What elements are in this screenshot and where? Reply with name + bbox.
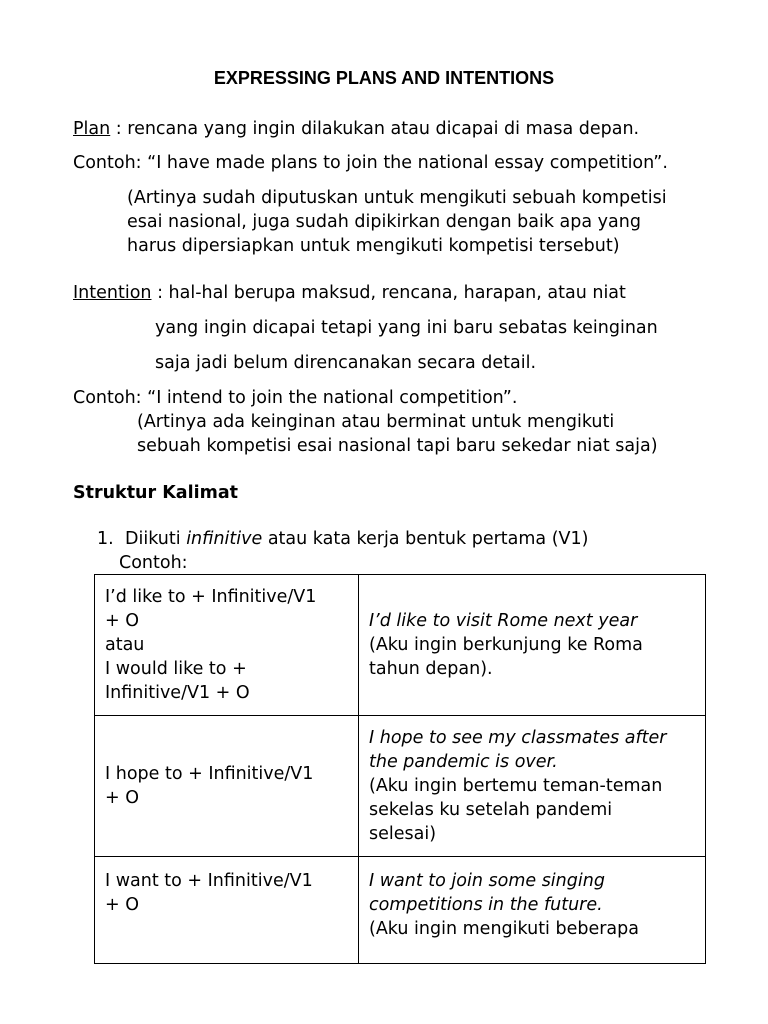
example-cell (359, 716, 706, 857)
example-translation: (Aku ingin berkunjung ke Roma (369, 635, 643, 655)
example-sentence: I’d like to visit Rome next year (369, 611, 638, 631)
plan-term: Plan (73, 119, 111, 139)
table-row (95, 575, 706, 716)
intention-definition-line (73, 281, 626, 305)
plan-explanation-line: esai nasional, juga sudah dipikirkan dengan baik apa yang (127, 212, 641, 232)
example-translation: tahun depan). (369, 659, 493, 679)
table-row (95, 857, 706, 964)
example-label: Contoh: (119, 553, 188, 573)
example-sentence: competitions in the future. (369, 895, 603, 915)
example-sentence: I hope to see my classmates after (369, 728, 667, 748)
pattern-line: + O (105, 788, 140, 808)
examples-table (94, 574, 706, 964)
intention-example: Contoh: “I intend to join the national competition”. (73, 388, 518, 408)
intention-explanation-line: sebuah kompetisi esai nasional tapi baru sekedar niat saja) (137, 436, 658, 456)
item-text-before: Diikuti (125, 529, 187, 549)
item-text-after: atau kata kerja bentuk pertama (V1) (262, 529, 589, 549)
intention-term: Intention (73, 283, 152, 303)
pattern-line: I’d like to + Infinitive/V1 (105, 587, 317, 607)
intention-explanation-line: (Artinya ada keinginan atau berminat untuk mengikuti (137, 412, 615, 432)
table-row (95, 716, 706, 857)
pattern-line: Infinitive/V1 + O (105, 683, 250, 703)
example-translation: (Aku ingin bertemu teman-teman (369, 776, 663, 796)
example-sentence: the pandemic is over. (369, 752, 558, 772)
numbered-item (97, 527, 588, 551)
item-text-italic: infinitive (186, 529, 263, 549)
page-title: EXPRESSING PLANS AND INTENTIONS (213, 68, 555, 88)
item-number: 1. (97, 529, 114, 549)
intention-definition-cont: yang ingin dicapai tetapi yang ini baru sebatas keinginan (155, 318, 658, 338)
pattern-cell (95, 716, 359, 857)
intention-definition: : hal-hal berupa maksud, rencana, harapan, atau niat (151, 283, 626, 303)
example-sentence: I want to join some singing (369, 871, 605, 891)
example-cell (359, 857, 706, 964)
plan-explanation-line: harus dipersiapkan untuk mengikuti kompetisi tersebut) (127, 236, 620, 256)
pattern-cell (95, 857, 359, 964)
example-translation: sekelas ku setelah pandemi (369, 800, 613, 820)
pattern-line: atau (105, 635, 145, 655)
plan-explanation-line: (Artinya sudah diputuskan untuk mengikuti sebuah kompetisi (127, 188, 667, 208)
plan-definition: : rencana yang ingin dilakukan atau dicapai di masa depan. (110, 119, 640, 139)
example-cell (359, 575, 706, 716)
plan-definition-line (73, 117, 639, 141)
pattern-line: + O (105, 611, 140, 631)
example-translation: (Aku ingin mengikuti beberapa (369, 919, 639, 939)
pattern-line: I would like to + (105, 659, 247, 679)
pattern-line: I want to + Infinitive/V1 (105, 871, 313, 891)
plan-example: Contoh: “I have made plans to join the national essay competition”. (73, 153, 668, 173)
pattern-line: I hope to + Infinitive/V1 (105, 764, 314, 784)
section-heading: Struktur Kalimat (73, 483, 239, 503)
pattern-cell (95, 575, 359, 716)
pattern-line: + O (105, 895, 140, 915)
intention-definition-cont: saja jadi belum direncanakan secara detail. (155, 353, 537, 373)
example-translation: selesai) (369, 824, 437, 844)
